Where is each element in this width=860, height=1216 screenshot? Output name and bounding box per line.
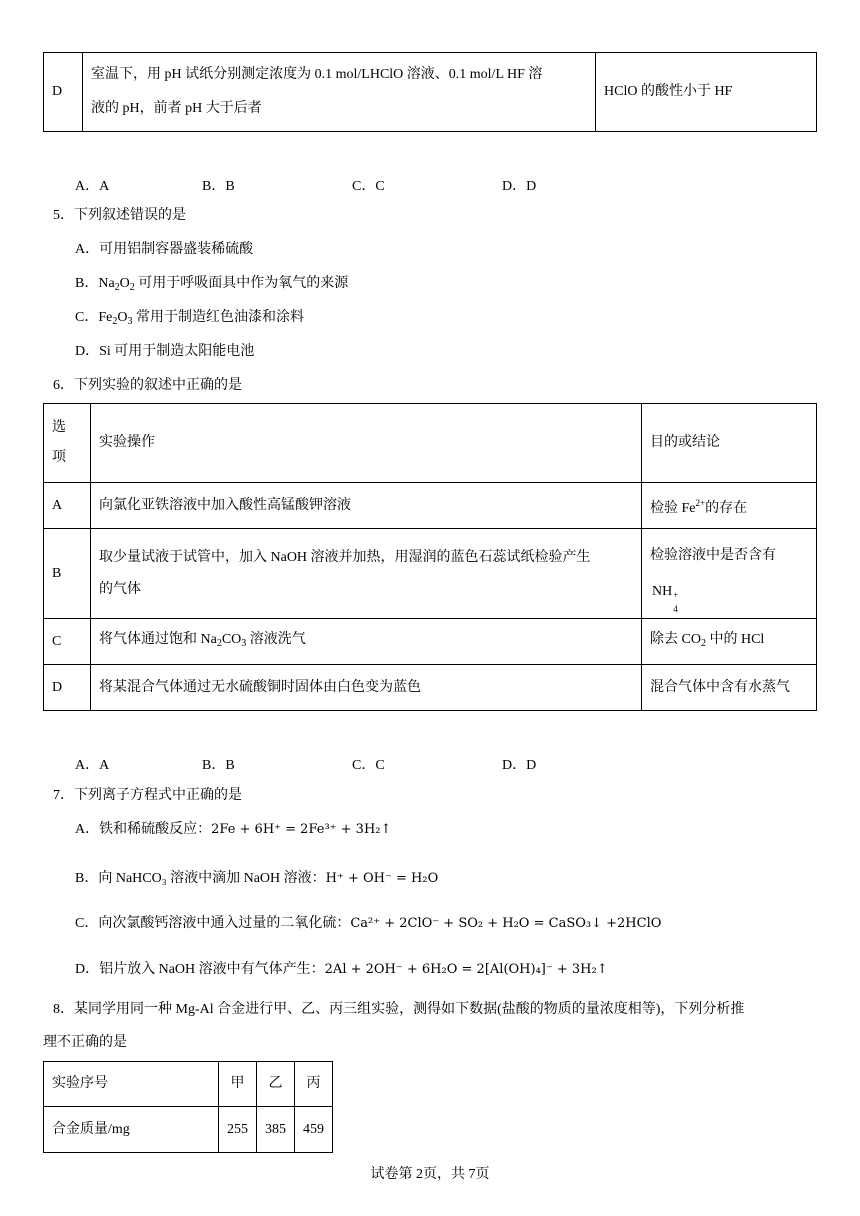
text: O — [119, 276, 130, 291]
page-footer: 试卷第 2页，共 7页 — [370, 1167, 490, 1182]
text: D．铝片放入 NaOH 溶液中有气体产生： — [75, 962, 325, 977]
text: B．向 NaHCO₃ 溶液中滴加 NaOH 溶液： — [75, 871, 326, 886]
text: C．Fe — [75, 310, 113, 325]
purpose-line — [650, 574, 808, 615]
equation: H⁺ + OH⁻ = H₂O — [325, 871, 439, 886]
purpose-header: 目的或结论 — [642, 404, 817, 483]
option-a[interactable]: A．A — [75, 179, 110, 194]
text: 溶液洗气 — [246, 631, 306, 647]
operation-cell — [91, 619, 642, 665]
text: 除去 CO — [650, 631, 701, 647]
subscript: 3 — [241, 637, 247, 649]
q8-stem-line: 理不正确的是 — [43, 1035, 127, 1050]
subscript: 2 — [114, 282, 120, 293]
option-c[interactable]: C．C — [352, 758, 385, 773]
purpose-cell — [642, 529, 817, 619]
option-header — [44, 404, 91, 483]
q5-stem: 5．下列叙述错误的是 — [53, 208, 186, 223]
q6-table — [43, 403, 817, 711]
option-d[interactable]: D．D — [502, 179, 537, 194]
data-cell: 255 — [219, 1107, 257, 1153]
q8-stem-line: 8．某同学用同一种 Mg-Al 合金进行甲、乙、丙三组实验，测得如下数据(盐酸的物质的量浓度相等)，下列分析推 — [53, 1002, 745, 1017]
text: O — [117, 310, 128, 325]
header-text: 项 — [52, 450, 66, 465]
table-row — [44, 665, 817, 711]
subscript: 2 — [216, 637, 222, 649]
q4-table — [43, 52, 817, 132]
text: 的存在 — [705, 500, 748, 516]
q7-option-b[interactable] — [75, 869, 438, 889]
header-cell: 甲 — [219, 1062, 257, 1107]
option-c[interactable]: C．C — [352, 179, 385, 194]
purpose-cell — [642, 619, 817, 665]
q5-option-b[interactable] — [75, 274, 348, 298]
operation-cell — [91, 529, 642, 619]
header-cell: 乙 — [257, 1062, 295, 1107]
text: C．向次氯酸钙溶液中通入过量的二氧化硫： — [75, 916, 351, 931]
q7-option-c[interactable] — [75, 914, 661, 934]
q7-option-d[interactable] — [75, 960, 608, 980]
equation: 2Fe + 6H⁺ = 2Fe³⁺ + 3H₂↑ — [211, 822, 392, 837]
text: CO — [221, 631, 242, 647]
data-cell: 385 — [257, 1107, 295, 1153]
equation: 2Al + 2OH⁻ + 6H₂O = 2[Al(OH)₄]⁻ + 3H₂↑ — [324, 962, 608, 977]
q5-option-c[interactable] — [75, 308, 304, 332]
purpose-cell: 混合气体中含有水蒸气 — [642, 665, 817, 711]
text: 常用于制造红色油漆和涂料 — [132, 310, 304, 325]
header-cell: 丙 — [295, 1062, 333, 1107]
subscript: 2 — [129, 282, 135, 293]
table-row — [44, 529, 817, 619]
q8-table — [43, 1061, 333, 1153]
header-cell: 实验序号 — [44, 1062, 219, 1107]
text: B．Na — [75, 276, 115, 291]
option-b[interactable]: B．B — [202, 179, 235, 194]
text: 可用于呼吸面具中作为氧气的来源 — [134, 276, 349, 291]
data-cell: 合金质量/mg — [44, 1107, 219, 1153]
subscript: 2 — [700, 637, 706, 649]
conclusion-cell: HClO 的酸性小于 HF — [596, 53, 817, 132]
q5-option-a[interactable]: A．可用铝制容器盛装稀硫酸 — [75, 242, 254, 257]
text: A．铁和稀硫酸反应： — [75, 822, 212, 837]
operation-header: 实验操作 — [91, 404, 642, 483]
table-row — [44, 53, 817, 132]
operation-cell: 将某混合气体通过无水硫酸铜时固体由白色变为蓝色 — [91, 665, 642, 711]
table-row — [44, 483, 817, 529]
option-cell: D — [44, 665, 91, 711]
header-text: 选 — [52, 420, 66, 435]
purpose-line: 检验溶液中是否含有 — [650, 547, 776, 563]
operation-line: 的气体 — [99, 581, 141, 597]
option-b[interactable]: B．B — [202, 758, 235, 773]
subscript: 4 — [673, 604, 678, 615]
table-row — [44, 1107, 333, 1153]
q6-stem: 6．下列实验的叙述中正确的是 — [53, 378, 242, 393]
option-cell: D — [44, 53, 83, 132]
text: 检验 Fe — [650, 500, 696, 516]
equation: Ca²⁺ + 2ClO⁻ + SO₂ + H₂O = CaSO₃↓ +2HClO — [350, 916, 662, 931]
ion-charge — [672, 581, 680, 615]
subscript: 3 — [127, 316, 133, 327]
option-cell: A — [44, 483, 91, 529]
table-header-row — [44, 404, 817, 483]
superscript: + — [673, 590, 679, 601]
subscript: 2 — [112, 316, 118, 327]
q7-stem: 7．下列离子方程式中正确的是 — [53, 788, 242, 803]
q5-option-d[interactable]: D．Si 可用于制造太阳能电池 — [75, 344, 255, 359]
operation-cell: 向氯化亚铁溶液中加入酸性高锰酸钾溶液 — [91, 483, 642, 529]
operation-line: 取少量试液于试管中，加入 NaOH 溶液并加热，用湿润的蓝色石蕊试纸检验产生 — [99, 549, 591, 565]
text: NH — [652, 583, 673, 599]
operation-line: 室温下，用 pH 试纸分别测定浓度为 0.1 mol/LHClO 溶液、0.1 mol/L HF 溶 — [91, 67, 543, 82]
option-d[interactable]: D．D — [502, 758, 537, 773]
superscript: 2+ — [695, 497, 706, 508]
purpose-cell — [642, 483, 817, 529]
text: 将气体通过饱和 Na — [99, 631, 217, 647]
table-header-row — [44, 1062, 333, 1107]
option-cell: B — [44, 529, 91, 619]
data-cell: 459 — [295, 1107, 333, 1153]
q7-option-a[interactable] — [75, 820, 391, 840]
text: 中的 HCl — [705, 631, 765, 647]
operation-line: 液的 pH，前者 pH 大于后者 — [91, 101, 262, 116]
option-a[interactable]: A．A — [75, 758, 110, 773]
table-row — [44, 619, 817, 665]
option-cell: C — [44, 619, 91, 665]
operation-cell — [83, 53, 596, 132]
